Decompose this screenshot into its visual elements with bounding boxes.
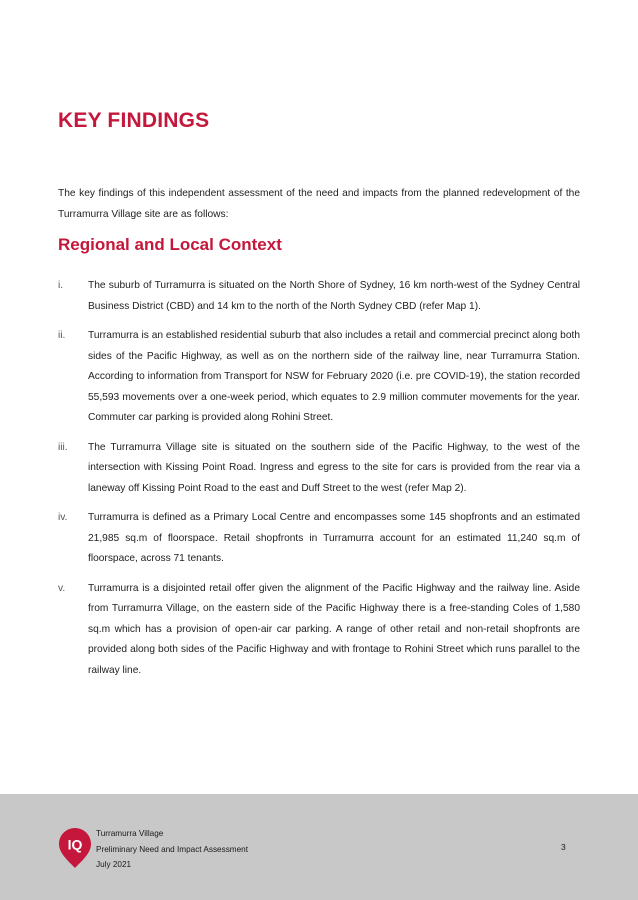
intro-paragraph: The key findings of this independent assessment of the need and impacts from the planned redevelopment of the Turramurra Village site are as follows:: [58, 188, 580, 220]
page-number: 3: [561, 842, 566, 852]
page-footer: [0, 794, 638, 900]
footer-project-name: Turramurra Village: [96, 829, 164, 838]
page-title: KEY FINDINGS: [58, 109, 210, 132]
footer-date: July 2021: [96, 860, 132, 869]
findings-list: [58, 276, 580, 690]
finding-text: Turramurra is a disjointed retail offer given the alignment of the Pacific Highway and the railway line. Aside from Turramurra Village, on the eastern side of the Pacific Highway there is a free-standing Coles of 1,580 sq.m which has a provision of open-air car parking. A range of other retail and non-retail shopfronts are provided along both sides of the Pacific Highway and with frontage to Rohini Street which runs parallel to the railway line.: [88, 582, 580, 676]
finding-item: [58, 276, 580, 317]
footer-document-info: [96, 826, 248, 873]
iq-logo-text: IQ: [67, 836, 83, 853]
finding-numeral: iii.: [58, 441, 68, 453]
finding-item: [58, 438, 580, 500]
finding-item: [58, 326, 580, 429]
finding-numeral: iv.: [58, 512, 68, 523]
finding-item: [58, 579, 580, 682]
footer-report-title: Preliminary Need and Impact Assessment: [96, 844, 248, 854]
finding-numeral: ii.: [58, 330, 66, 341]
finding-text: Turramurra is defined as a Primary Local Centre and encompasses some 145 shopfronts and an estimated 21,985 sq.m of floorspace. Retail shopfronts in Turramurra account for an estimated 11,240 sq.m of floorspace, across 71 tenants.: [88, 512, 580, 564]
section-heading: Regional and Local Context: [58, 235, 282, 254]
finding-text: The suburb of Turramurra is situated on the North Shore of Sydney, 16 km north-west of the Sydney Central Business District (CBD) and 14 km to the north of the North Sydney CBD (refer Map 1).: [88, 280, 580, 312]
finding-item: [58, 508, 580, 570]
finding-numeral: v.: [58, 582, 66, 594]
finding-numeral: i.: [58, 280, 64, 291]
finding-text: Turramurra is an established residential suburb that also includes a retail and commercial precinct along both sides of the Pacific Highway, as well as on the northern side of the railway line, near Turramurra Station. According to information from Transport for NSW for February 2020 (i.e. pre COVID-19), the station recorded 55,593 movements over a one-week period, which equates to 2.9 million commuter movements for the year. Commuter car parking is provided along Rohini Street.: [88, 330, 580, 423]
iq-logo-icon: [59, 828, 91, 868]
finding-text: The Turramurra Village site is situated on the southern side of the Pacific Highway, to the west of the intersection with Kissing Point Road. Ingress and egress to the site for cars is provided from the rear via a laneway off Kissing Point Road to the east and Duff Street to the west (refer Map 2).: [88, 441, 580, 494]
